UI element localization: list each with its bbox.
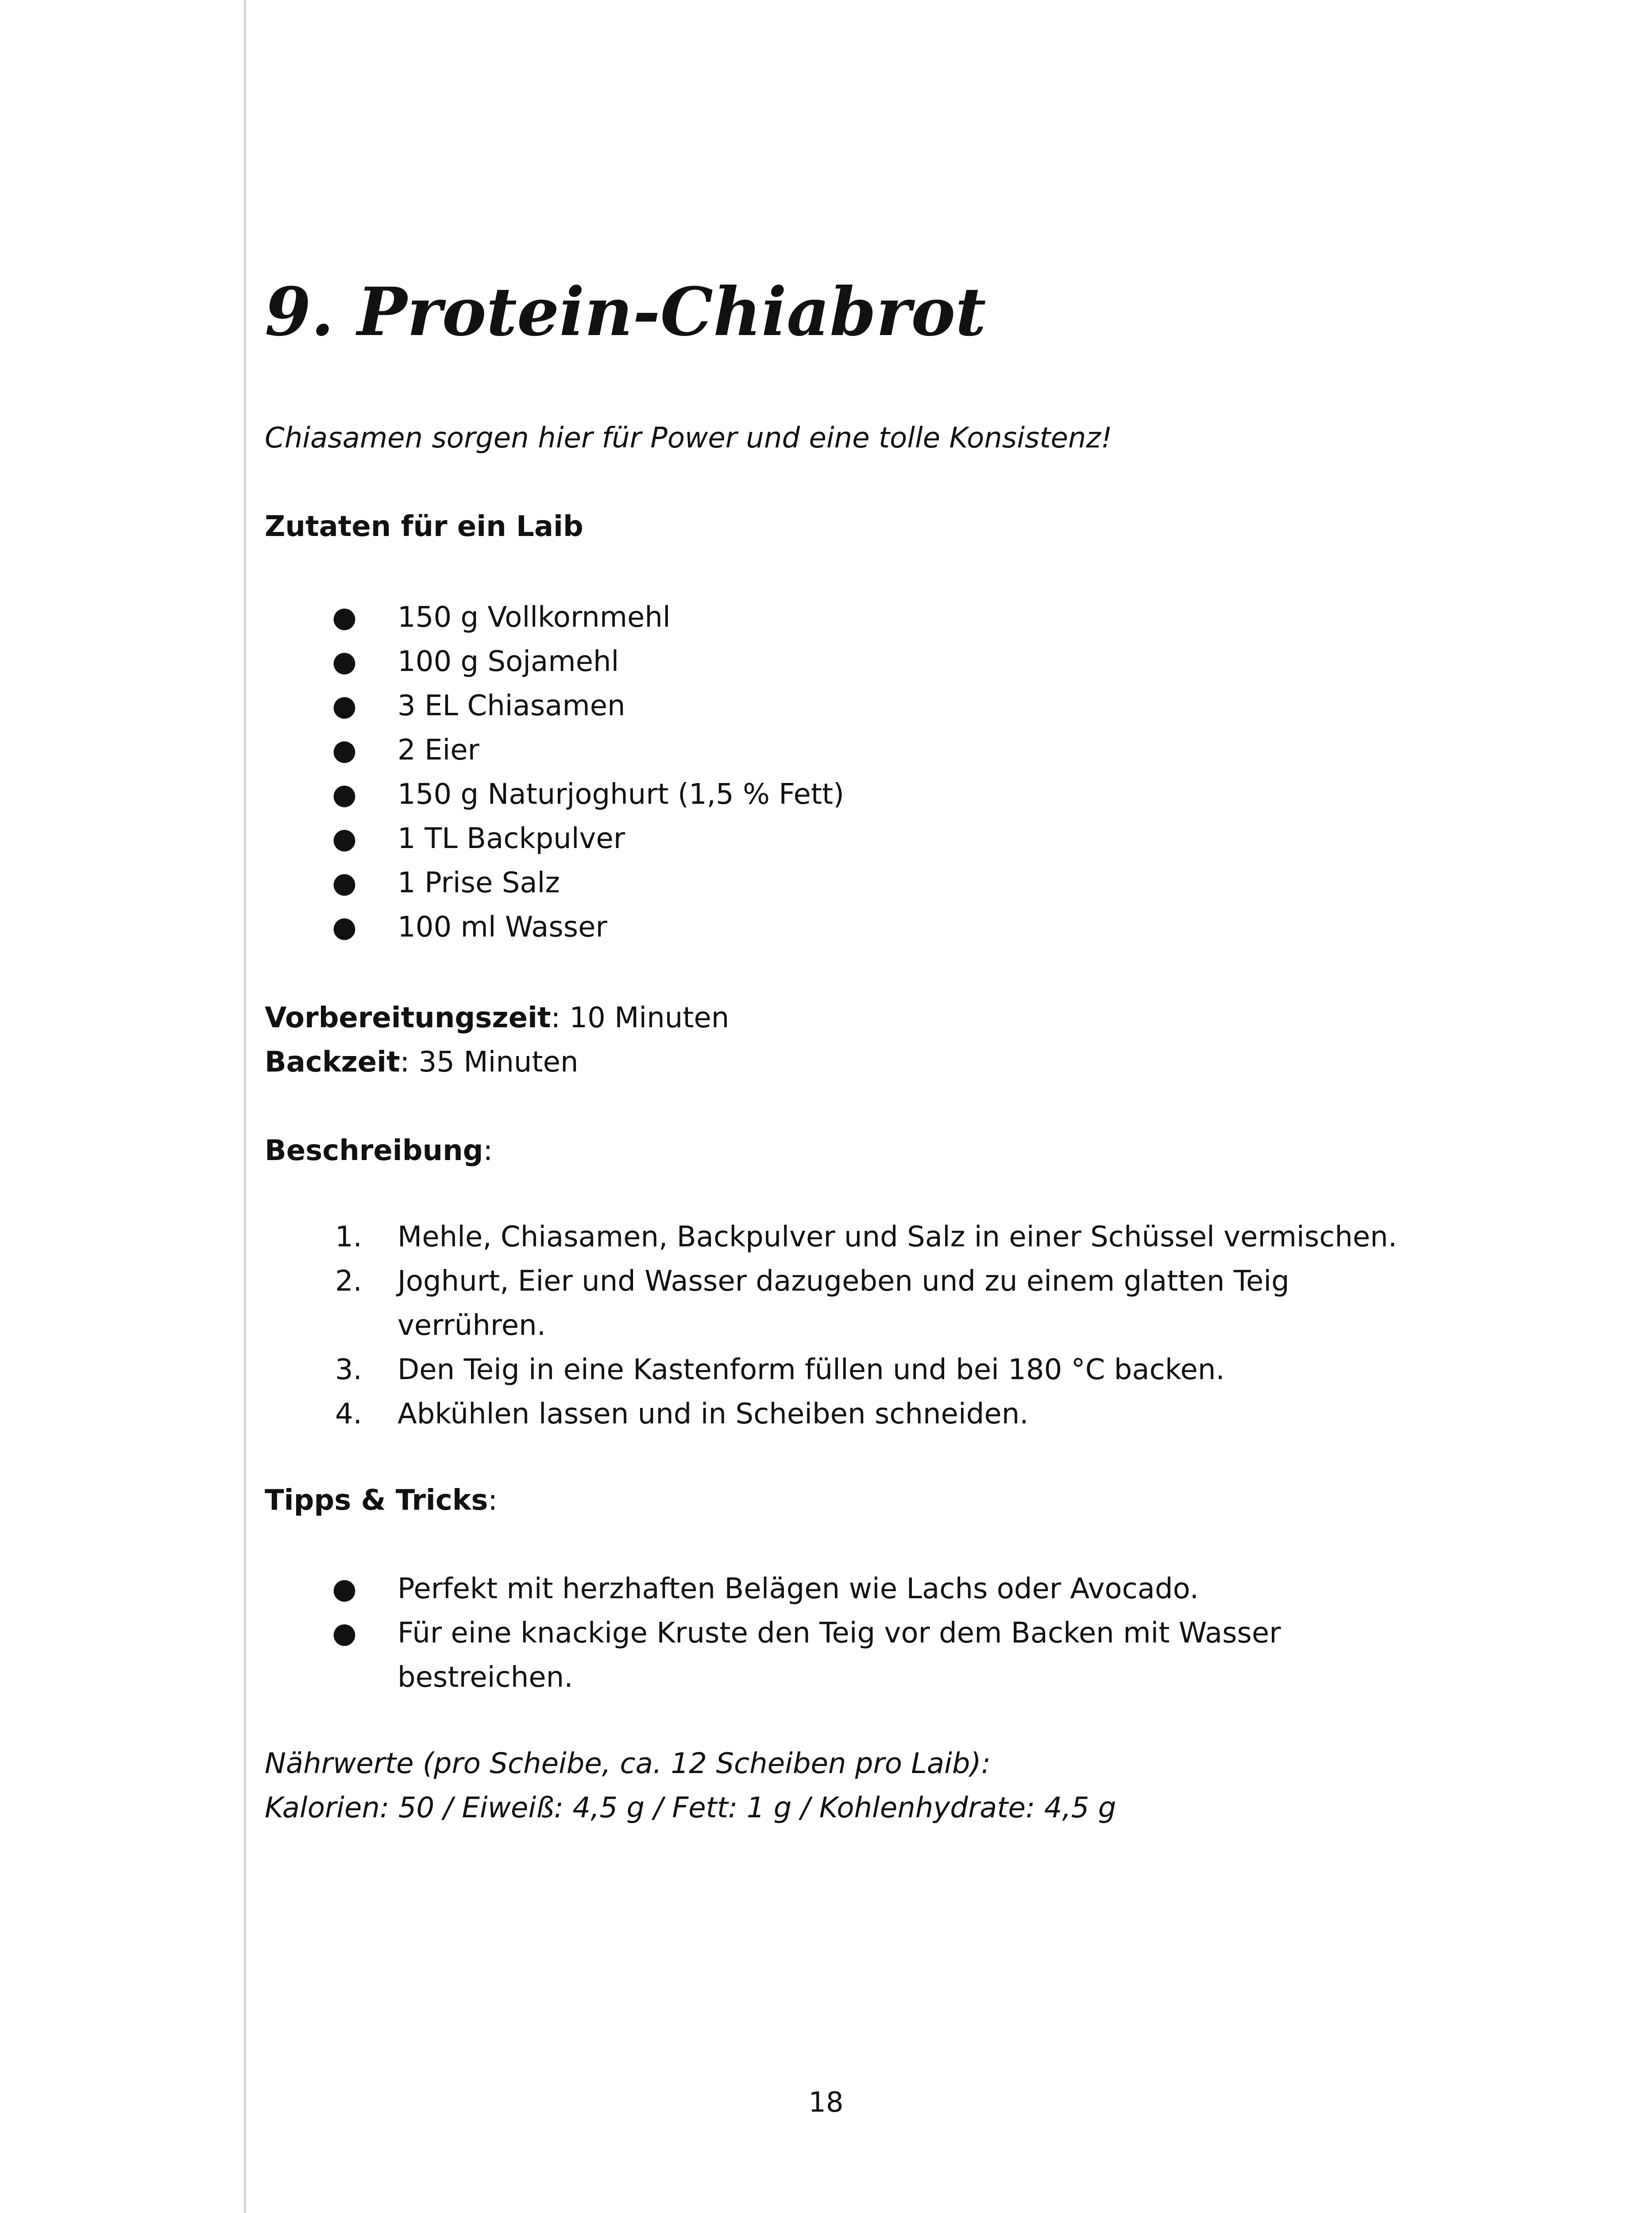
ingredient-text: 3 EL Chiasamen (398, 690, 625, 722)
tips-label: Tipps & Tricks (265, 1484, 488, 1517)
ingredient-text: 100 ml Wasser (398, 911, 607, 944)
bullet-icon: ● (332, 867, 357, 899)
tips-heading (265, 1478, 498, 1523)
bake-time (265, 1040, 579, 1084)
bullet-icon: ● (332, 645, 357, 678)
bullet-icon: ● (332, 1617, 357, 1650)
list-item (265, 1567, 1438, 1611)
prep-time (265, 996, 729, 1040)
nutrition-values: Kalorien: 50 / Eiweiß: 4,5 g / Fett: 1 g / Kohlenhydrate: 4,5 g (265, 1792, 1116, 1824)
bullet-icon: ● (332, 734, 357, 767)
page-number: 18 (808, 2086, 844, 2118)
ingredient-text: 150 g Vollkornmehl (398, 601, 671, 634)
step-text: Abkühlen lassen und in Scheiben schneiden. (398, 1398, 1029, 1430)
ingredient-text: 150 g Naturjoghurt (1,5 % Fett) (398, 778, 845, 811)
bullet-icon: ● (332, 1573, 357, 1605)
recipe-title: 9. Protein-Chiabrot (265, 273, 986, 351)
list-item (265, 684, 1438, 728)
bullet-icon: ● (332, 911, 357, 944)
prep-time-value: : 10 Minuten (551, 1002, 730, 1034)
bullet-icon: ● (332, 778, 357, 811)
bullet-icon: ● (332, 601, 357, 634)
tip-text: Für eine knackige Kruste den Teig vor dem Backen mit Wasser bestreichen. (398, 1617, 1281, 1694)
list-item (265, 728, 1438, 772)
ingredients-heading: Zutaten für ein Laib (265, 510, 583, 543)
step-number: 4. (335, 1398, 362, 1430)
list-item (265, 861, 1438, 905)
bullet-icon: ● (332, 822, 357, 855)
tips-colon: : (488, 1484, 498, 1517)
step-text: Den Teig in eine Kastenform füllen und bei 180 °C backen. (398, 1353, 1225, 1386)
nutrition-heading: Nährwerte (pro Scheibe, ca. 12 Scheiben pro Laib): (265, 1747, 991, 1780)
step-number: 2. (335, 1265, 362, 1298)
list-item (265, 595, 1438, 640)
list-item (265, 1259, 1438, 1348)
ingredient-text: 100 g Sojamehl (398, 645, 619, 678)
bullet-icon: ● (332, 690, 357, 722)
step-number: 1. (335, 1221, 362, 1253)
list-item (265, 1611, 1438, 1700)
ingredient-text: 2 Eier (398, 734, 479, 767)
ingredient-list (265, 595, 1438, 949)
list-item (265, 817, 1438, 861)
step-text: Mehle, Chiasamen, Backpulver und Salz in einer Schüssel vermischen. (398, 1221, 1397, 1253)
step-number: 3. (335, 1353, 362, 1386)
step-text: Joghurt, Eier und Wasser dazugeben und zu einem glatten Teig verrühren. (398, 1265, 1289, 1342)
prep-time-label: Vorbereitungszeit (265, 1002, 551, 1034)
description-heading (265, 1129, 493, 1173)
list-item (265, 1215, 1438, 1259)
bake-time-value: : 35 Minuten (400, 1046, 579, 1079)
description-colon: : (483, 1134, 493, 1167)
tips-list (265, 1567, 1438, 1700)
ingredient-text: 1 Prise Salz (398, 867, 560, 899)
list-item (265, 1348, 1438, 1392)
list-item (265, 905, 1438, 949)
description-label: Beschreibung (265, 1134, 483, 1167)
step-list (265, 1215, 1438, 1436)
recipe-tagline: Chiasamen sorgen hier für Power und eine tolle Konsistenz! (265, 422, 1112, 455)
list-item (265, 772, 1438, 817)
list-item (265, 1392, 1438, 1436)
ingredient-text: 1 TL Backpulver (398, 822, 625, 855)
tip-text: Perfekt mit herzhaften Belägen wie Lachs oder Avocado. (398, 1573, 1199, 1605)
page-binding-line (244, 0, 246, 2213)
list-item (265, 640, 1438, 684)
bake-time-label: Backzeit (265, 1046, 400, 1079)
